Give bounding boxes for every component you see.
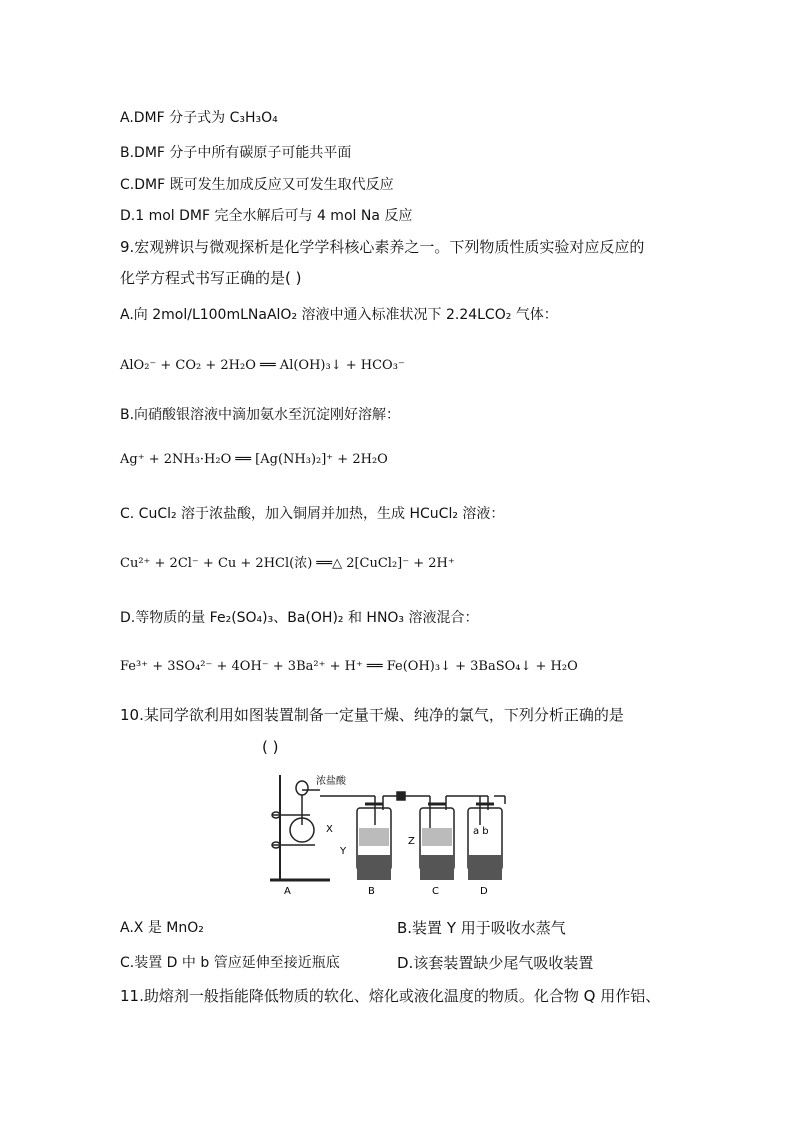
q9-option-a-text: A.向 2mol/L100mLNaAlO₂ 溶液中通入标准状况下 2.24LCO₂ 气体： xyxy=(120,307,558,323)
q9-stem-line1: 9.宏观辨识与微观探析是化学学科核心素养之一。下列物质性质实验对应反应的 xyxy=(120,238,645,256)
q8-option-d: D.1 mol DMF 完全水解后可与 4 mol Na 反应 xyxy=(120,208,413,224)
label-apparatus-d: D xyxy=(480,886,488,897)
label-apparatus-b: B xyxy=(368,886,375,897)
label-ab: a b xyxy=(473,826,489,837)
q10-option-b: B.装置 Y 用于吸收水蒸气 xyxy=(397,919,566,937)
q9-stem-line2: 化学方程式书写正确的是( ) xyxy=(120,269,302,287)
label-x: X xyxy=(326,824,333,835)
label-z: Z xyxy=(408,836,415,847)
q10-stem: 10.某同学欲利用如图装置制备一定量干燥、纯净的氯气，下列分析正确的是 xyxy=(120,706,624,724)
q10-option-a: A.X 是 MnO₂ xyxy=(120,920,204,936)
q8-option-b: B.DMF 分子中所有碳原子可能共平面 xyxy=(120,145,352,161)
label-apparatus-a: A xyxy=(284,886,291,897)
label-apparatus-c: C xyxy=(432,886,439,897)
q10-option-d: D.该套装置缺少尾气吸收装置 xyxy=(397,954,594,972)
q9-option-d-text: D.等物质的量 Fe₂(SO₄)₃、Ba(OH)₂ 和 HNO₃ 溶液混合： xyxy=(120,610,479,626)
q8-option-a: A.DMF 分子式为 C₃H₃O₄ xyxy=(120,110,278,126)
label-conc-hcl: 浓盐酸 xyxy=(316,776,346,787)
q9-option-b-equation: Ag⁺ + 2NH₃·H₂O ══ [Ag(NH₃)₂]⁺ + 2H₂O xyxy=(120,452,388,467)
q9-option-b-text: B.向硝酸银溶液中滴加氨水至沉淀刚好溶解： xyxy=(120,407,401,423)
q9-option-a-equation: AlO₂⁻ + CO₂ + 2H₂O ══ Al(OH)₃↓ + HCO₃⁻ xyxy=(120,358,405,373)
label-y: Y xyxy=(340,846,347,857)
q8-option-c: C.DMF 既可发生加成反应又可发生取代反应 xyxy=(120,177,394,193)
q9-option-c-equation: Cu²⁺ + 2Cl⁻ + Cu + 2HCl(浓) ══△ 2[CuCl₂]⁻ + 2H⁺ xyxy=(120,556,455,571)
q9-option-d-equation: Fe³⁺ + 3SO₄²⁻ + 4OH⁻ + 3Ba²⁺ + H⁺ ══ Fe(OH)₃↓ + 3BaSO₄↓ + H₂O xyxy=(120,659,578,674)
q10-option-c: C.装置 D 中 b 管应延伸至接近瓶底 xyxy=(120,955,340,971)
apparatus-figure xyxy=(260,770,520,900)
q9-option-c-text: C. CuCl₂ 溶于浓盐酸，加入铜屑并加热，生成 HCuCl₂ 溶液： xyxy=(120,506,505,522)
q10-answer-paren: ( ) xyxy=(262,738,279,756)
q11-stem: 11.助熔剂一般指能降低物质的软化、熔化或液化温度的物质。化合物 Q 用作铝、 xyxy=(120,987,661,1005)
